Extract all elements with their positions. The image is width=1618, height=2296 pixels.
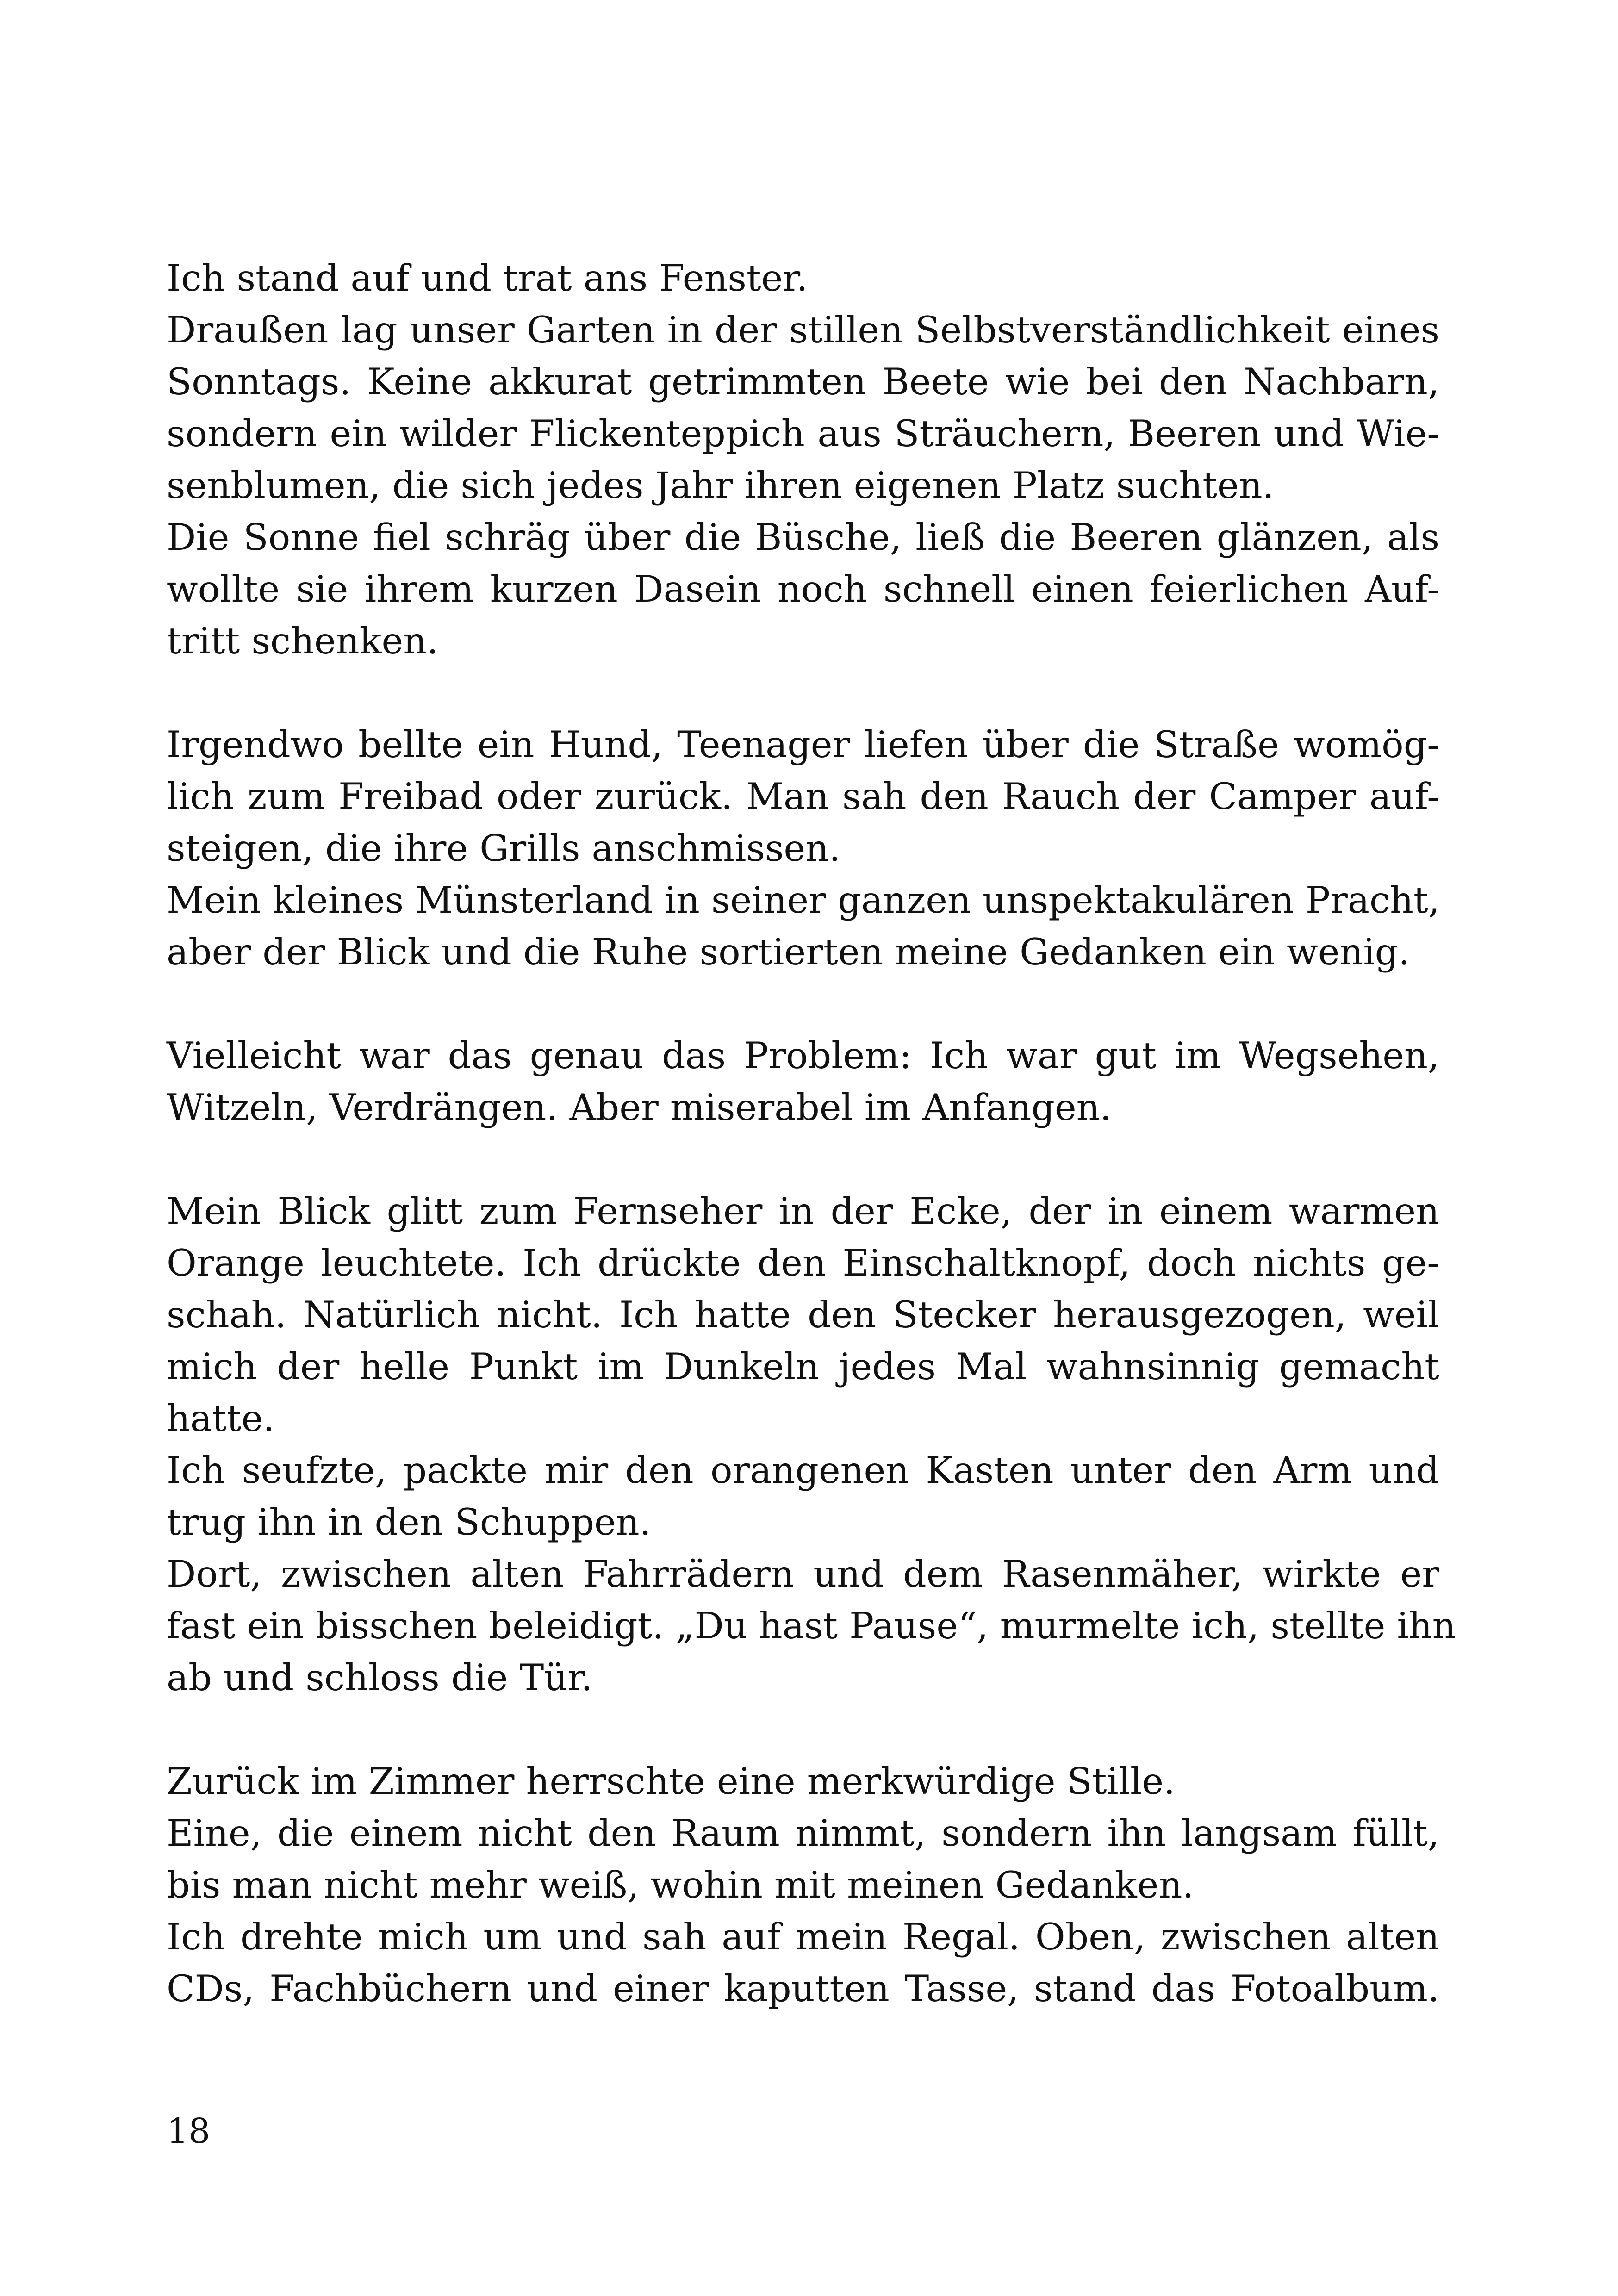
text-line: Irgendwo bellte ein Hund, Teenager liefen über die Straße womög- — [167, 723, 1439, 766]
text-line: Vielleicht war das genau das Problem: Ich war gut im Wegsehen, — [167, 1034, 1439, 1077]
text-line: trug ihn in den Schuppen. — [167, 1501, 651, 1543]
paragraph-gap — [167, 978, 1439, 1030]
text-line: Witzeln, Verdrängen. Aber miserabel im Anfangen. — [167, 1086, 1112, 1129]
text-line: Zurück im Zimmer herrschte eine merkwürdige Stille. — [167, 1760, 1176, 1803]
text-line: wollte sie ihrem kurzen Dasein noch schnell einen feierlichen Auf- — [167, 568, 1439, 610]
text-line: lich zum Freibad oder zurück. Man sah den Rauch der Camper auf- — [167, 775, 1439, 818]
text-line: aber der Blick und die Ruhe sortierten meine Gedanken ein wenig. — [167, 931, 1410, 973]
text-line: hatte. — [167, 1397, 275, 1440]
text-line: Draußen lag unser Garten in der stillen Selbstverständlichkeit eines — [167, 309, 1439, 351]
text-line: Ich stand auf und trat ans Fenster. — [167, 257, 808, 299]
text-line: schah. Natürlich nicht. Ich hatte den Stecker herausgezogen, weil — [167, 1294, 1439, 1336]
text-line: mich der helle Punkt im Dunkeln jedes Mal wahnsinnig gemacht — [167, 1345, 1439, 1388]
paragraph-gap — [167, 667, 1439, 719]
text-line: Ich drehte mich um und sah auf mein Regal. Oben, zwischen alten — [167, 1916, 1439, 1958]
text-line: Eine, die einem nicht den Raum nimmt, sondern ihn langsam füllt, — [167, 1812, 1439, 1854]
text-line: ab und schloss die Tür. — [167, 1656, 593, 1699]
text-line: Mein kleines Münsterland in seiner ganzen unspektakulären Pracht, — [167, 879, 1440, 921]
text-line: fast ein bisschen beleidigt. „Du hast Pause“, murmelte ich, stellte ihn — [167, 1605, 1456, 1647]
text-line: Mein Blick glitt zum Fernseher in der Ecke, der in einem warmen — [167, 1190, 1439, 1232]
text-line: sondern ein wilder Flickenteppich aus Sträuchern, Beeren und Wie- — [167, 412, 1439, 455]
page-number: 18 — [167, 2111, 211, 2151]
paragraph-gap — [167, 1133, 1439, 1185]
text-line: Sonntags. Keine akkurat getrimmten Beete wie bei den Nachbarn, — [167, 361, 1439, 403]
text-line: steigen, die ihre Grills anschmissen. — [167, 827, 841, 870]
text-line: senblumen, die sich jedes Jahr ihren eigenen Platz suchten. — [167, 464, 1274, 507]
text-line: tritt schenken. — [167, 620, 439, 662]
text-line: CDs, Fachbüchern und einer kaputten Tasse, stand das Fotoalbum. — [167, 1967, 1439, 2010]
text-line: bis man nicht mehr weiß, wohin mit meinen Gedanken. — [167, 1864, 1194, 1906]
text-line: Die Sonne fiel schräg über die Büsche, ließ die Beeren glänzen, als — [167, 516, 1439, 559]
body-text — [167, 252, 1456, 2015]
paragraph-gap — [167, 1704, 1439, 1755]
text-line: Ich seufzte, packte mir den orangenen Kasten unter den Arm und — [167, 1449, 1439, 1492]
text-line: Dort, zwischen alten Fahrrädern und dem Rasenmäher, wirkte er — [167, 1553, 1439, 1595]
text-line: Orange leuchtete. Ich drückte den Einschaltknopf, doch nichts ge- — [167, 1242, 1439, 1284]
